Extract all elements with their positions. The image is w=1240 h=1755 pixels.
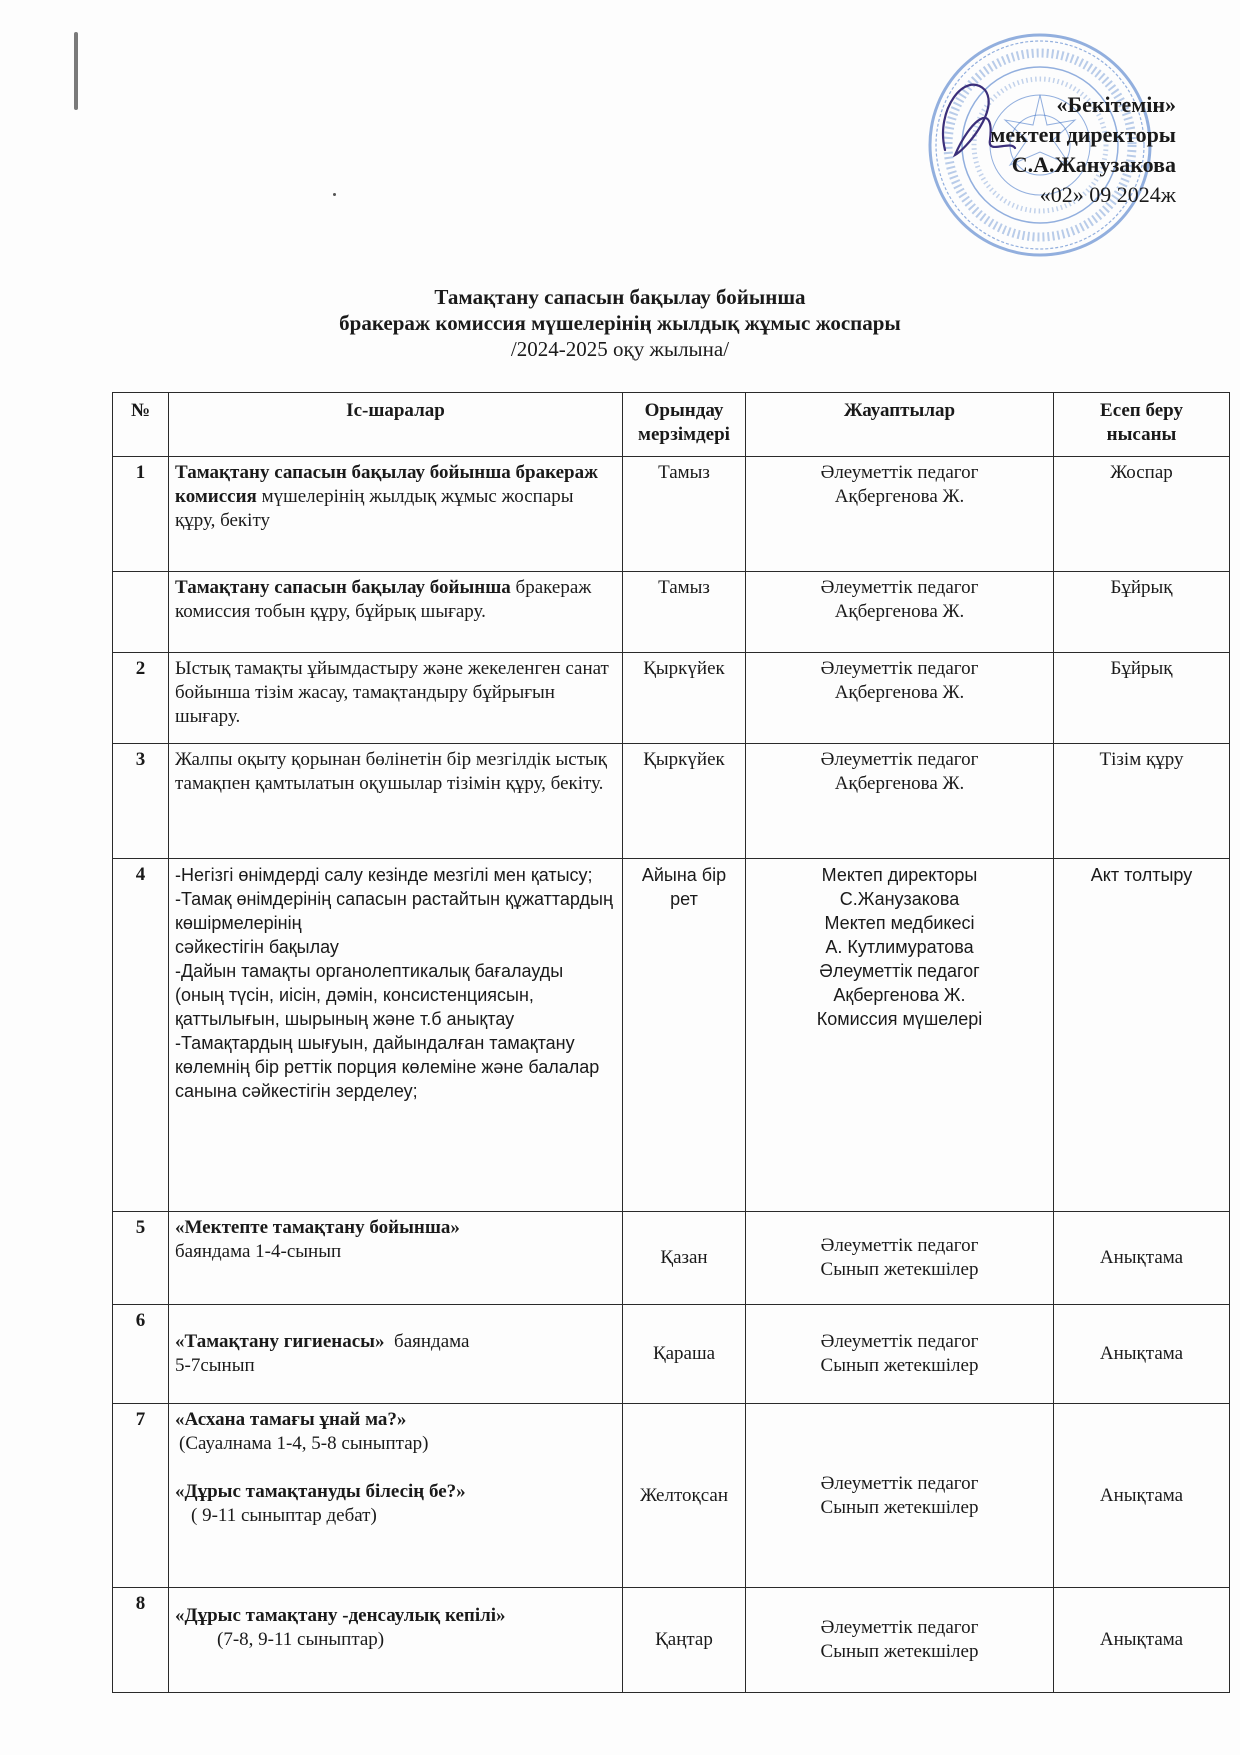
- row-deadline: Қыркүйек: [623, 653, 746, 744]
- row-deadline: Қаңтар: [623, 1588, 746, 1693]
- table-row: [113, 1305, 1230, 1404]
- table-row: [113, 1404, 1230, 1588]
- header-responsible: Жауаптылар: [746, 393, 1054, 457]
- table-row: [113, 572, 1230, 653]
- header-activities: Іс-шаралар: [169, 393, 623, 457]
- row-responsible: Әлеуметтік педагог Ақбергенова Ж.: [746, 572, 1054, 653]
- row-num: [113, 572, 169, 653]
- scan-speck: [333, 193, 336, 196]
- work-plan-table: [112, 392, 1230, 1693]
- row-deadline: Қыркүйек: [623, 744, 746, 859]
- row-deadline: Қазан: [623, 1212, 746, 1305]
- header-num: №: [113, 393, 169, 457]
- table-row: [113, 859, 1230, 1212]
- row-deadline: Желтоқсан: [623, 1404, 746, 1588]
- approval-label: «Бекітемін»: [1056, 92, 1176, 117]
- row-num: 7: [113, 1404, 169, 1588]
- row-num: 1: [113, 457, 169, 572]
- row-responsible: Әлеуметтік педагог Ақбергенова Ж.: [746, 653, 1054, 744]
- document-title-line2: бракераж комиссия мүшелерінің жылдық жұмыс жоспары: [339, 311, 901, 335]
- document-title-line1: Тамақтану сапасын бақылау бойынша: [434, 285, 806, 309]
- activity-item: -Дайын тамақты органолептикалық бағалауды (оның түсін, иісін, дәмін, консистенциясын, қаттылығын, шырының және т.б анықтау: [175, 961, 564, 1029]
- row-responsible: Әлеуметтік педагог Сынып жетекшілер: [746, 1212, 1054, 1305]
- document-title-year: /2024-2025 оқу жылына/: [510, 337, 730, 361]
- row-activity: [169, 859, 623, 1212]
- header-report-form: Есеп беру нысаны: [1054, 393, 1230, 457]
- row-responsible: Әлеуметтік педагог Сынып жетекшілер: [746, 1404, 1054, 1588]
- row-deadline: Тамыз: [623, 572, 746, 653]
- row-num: 2: [113, 653, 169, 744]
- document-title: [0, 284, 1240, 362]
- row-activity: «Тамақтану гигиенасы» баяндама 5-7сынып: [169, 1305, 623, 1404]
- row-num: 3: [113, 744, 169, 859]
- approval-date: «02» 09 2024ж: [1039, 182, 1176, 207]
- activity-item: -Негізгі өнімдерді салу кезінде мезгілі мен қатысу;: [175, 865, 593, 885]
- row-report-form: Анықтама: [1054, 1212, 1230, 1305]
- table-row: [113, 653, 1230, 744]
- row-report-form: Акт толтыру: [1054, 859, 1230, 1212]
- row-deadline: Тамыз: [623, 457, 746, 572]
- activity-item: -Тамақ өнімдерінің сапасын растайтын құжаттардың көшірмелерінің: [175, 889, 613, 933]
- row-report-form: Бұйрық: [1054, 572, 1230, 653]
- row-report-form: Анықтама: [1054, 1588, 1230, 1693]
- row-responsible: Әлеуметтік педагог Сынып жетекшілер: [746, 1305, 1054, 1404]
- row-activity: «Мектепте тамақтану бойынша» баяндама 1-4-сынып: [169, 1212, 623, 1305]
- row-activity: «Асхана тамағы ұнай ма?» (Сауалнама 1-4, 5-8 сыныптар) «Дұрыс тамақтануды білесің бе?» ( 9-11 сыныптар дебат): [169, 1404, 623, 1588]
- row-report-form: Бұйрық: [1054, 653, 1230, 744]
- row-num: 6: [113, 1305, 169, 1404]
- row-report-form: Анықтама: [1054, 1305, 1230, 1404]
- row-report-form: Анықтама: [1054, 1404, 1230, 1588]
- row-num: 4: [113, 859, 169, 1212]
- row-activity: Жалпы оқыту қорынан бөлінетін бір мезгілдік ыстық тамақпен қамтылатын оқушылар тізімін құру, бекіту.: [169, 744, 623, 859]
- header-deadline: Орындау мерзімдері: [623, 393, 746, 457]
- table-header-row: [113, 393, 1230, 457]
- table-row: [113, 1212, 1230, 1305]
- row-responsible: Әлеуметтік педагог Сынып жетекшілер: [746, 1588, 1054, 1693]
- row-responsible: Мектеп директоры С.Жанузакова Мектеп медбикесі А. Кутлимуратова Әлеуметтік педагог Ақбергенова Ж. Комиссия мүшелері: [746, 859, 1054, 1212]
- approval-name: С.А.Жанузакова: [1011, 152, 1176, 177]
- activity-item: -Тамақтардың шығуын, дайындалған тамақтану көлемнің бір реттік порция көлеміне және балалар санына сәйкестігін зерделеу;: [175, 1033, 600, 1101]
- table-row: [113, 744, 1230, 859]
- row-report-form: Тізім құру: [1054, 744, 1230, 859]
- row-responsible: Әлеуметтік педагог Ақбергенова Ж.: [746, 744, 1054, 859]
- row-activity: «Дұрыс тамақтану -денсаулық кепілі» (7-8, 9-11 сыныптар): [169, 1588, 623, 1693]
- row-responsible: Әлеуметтік педагог Ақбергенова Ж.: [746, 457, 1054, 572]
- row-deadline: Қараша: [623, 1305, 746, 1404]
- approval-block: [990, 90, 1176, 210]
- row-activity: Тамақтану сапасын бақылау бойынша бракераж комиссия мүшелерінің жылдық жұмыс жоспары құру, бекіту: [169, 457, 623, 572]
- activity-item: сәйкестігін бақылау: [175, 937, 339, 957]
- row-num: 8: [113, 1588, 169, 1693]
- staple-mark: [74, 32, 78, 110]
- table-row: [113, 457, 1230, 572]
- row-num: 5: [113, 1212, 169, 1305]
- approval-position: мектеп директоры: [990, 122, 1176, 147]
- row-deadline: Айына бір рет: [623, 859, 746, 1212]
- row-report-form: Жоспар: [1054, 457, 1230, 572]
- row-activity: Тамақтану сапасын бақылау бойынша бракераж комиссия тобын құру, бұйрық шығару.: [169, 572, 623, 653]
- table-row: [113, 1588, 1230, 1693]
- row-activity: Ыстық тамақты ұйымдастыру және жекеленген санат бойынша тізім жасау, тамақтандыру бұйрығын шығару.: [169, 653, 623, 744]
